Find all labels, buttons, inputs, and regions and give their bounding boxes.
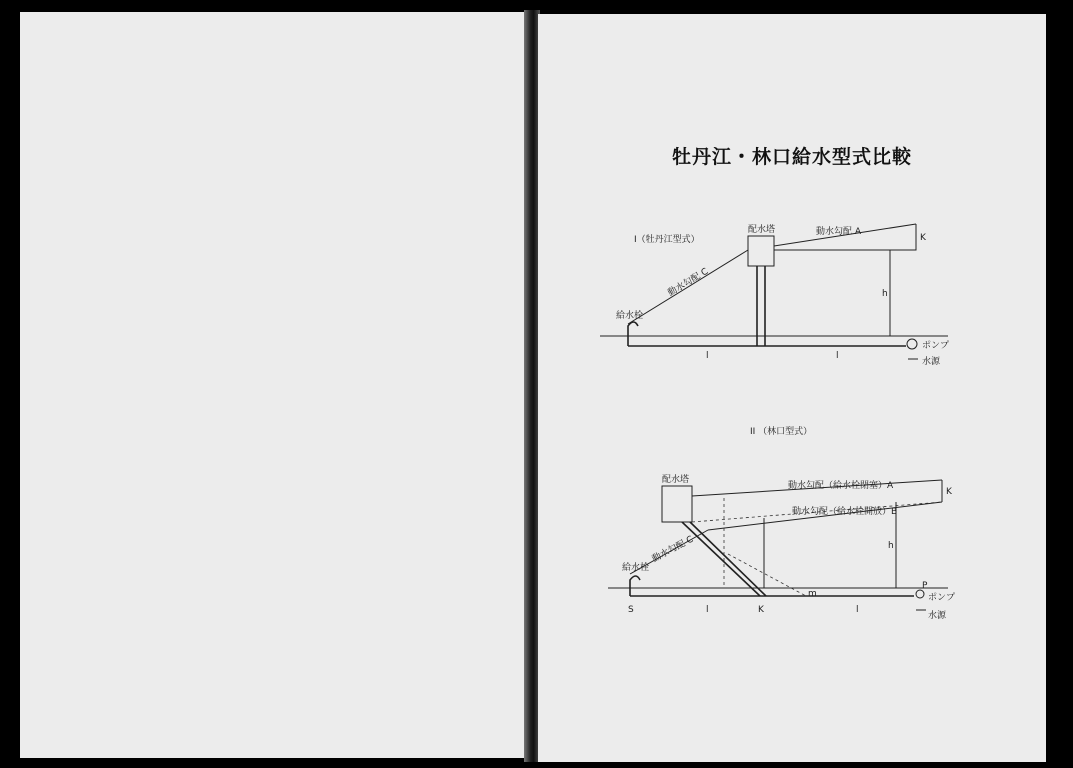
diagram-2-point-k: K: [758, 605, 764, 615]
diagram-2-pump-label: ポンプ: [928, 593, 956, 603]
diagram-2-point-m: m: [808, 589, 817, 599]
diagram-2-diagonal-pipe-a: [682, 522, 760, 596]
diagram-1: [600, 223, 949, 367]
diagram-1-heading: I（牡丹江型式）: [634, 235, 700, 245]
diagram-1-tower-label: 配水塔: [748, 225, 776, 235]
diagram-1-faucet-label: 給水栓: [616, 311, 644, 321]
left-page: [20, 12, 526, 758]
diagram-1-pump: [907, 339, 917, 349]
diagram-2-faucet-label: 給水栓: [622, 563, 650, 573]
diagram-2-heading: II （林口型式）: [750, 427, 813, 437]
diagram-2-point-s: S: [628, 605, 634, 615]
diagram-1-gradient-c-label: 動水勾配 C: [666, 266, 711, 299]
diagram-2-l-left: l: [706, 605, 709, 615]
diagram-2-tower: [662, 486, 692, 522]
diagram-2-source-label: 水源: [928, 611, 947, 621]
diagram-2-point-p: P: [922, 581, 928, 591]
diagram-1-source-label: 水源: [922, 357, 941, 367]
diagram-2-h-label: h: [888, 541, 894, 551]
diagram-1-gradient-a-label: 動水勾配 A: [816, 227, 862, 237]
diagram-2-gradient-c-label: 動水勾配 C: [650, 534, 696, 565]
diagram-1-l-left: l: [706, 351, 709, 361]
diagram-2-faucet: [630, 576, 640, 596]
right-page: [538, 14, 1046, 762]
diagram-2-diagonal-pipe-b: [690, 522, 766, 596]
diagram-2-tower-label: 配水塔: [662, 475, 690, 485]
water-supply-diagrams: [538, 14, 1046, 762]
diagram-2-l-right: l: [856, 605, 859, 615]
diagram-1-h-label: h: [882, 289, 888, 299]
diagram-1-faucet: [628, 322, 638, 346]
page-title: 牡丹江・林口給水型式比較: [671, 146, 912, 168]
diagram-2-dashed-curve: [728, 554, 806, 596]
diagram-2-gradient-b-label: 動水勾配（給水栓開放）B: [792, 507, 898, 517]
diagram-2-k-label: K: [946, 487, 952, 497]
diagram-1-tower: [748, 236, 774, 266]
diagram-1-l-right: l: [836, 351, 839, 361]
diagram-1-k-label: K: [920, 233, 926, 243]
diagram-1-pump-label: ポンプ: [922, 341, 950, 351]
diagram-2-gradient-a-label: 動水勾配（給水栓閉塞）A: [788, 481, 894, 491]
diagram-2-pump: [916, 590, 924, 598]
diagram-2: [608, 425, 955, 621]
